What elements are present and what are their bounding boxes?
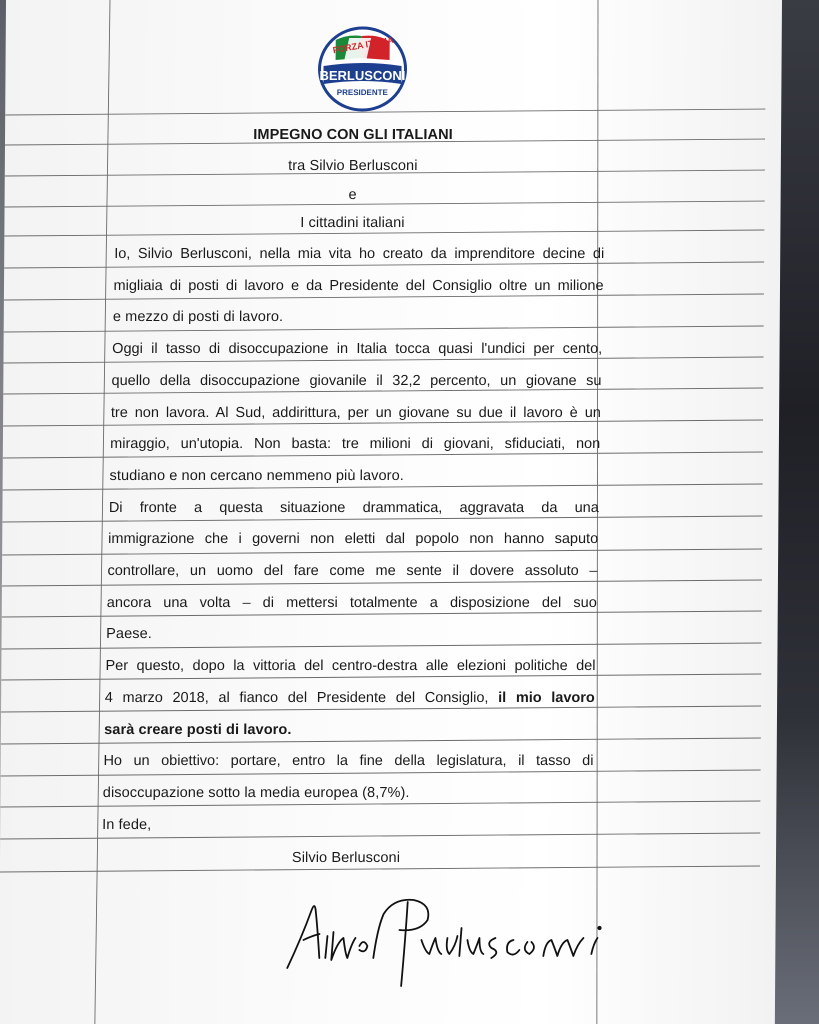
ruled-line [1, 738, 761, 744]
paragraph-line: Di fronte a questa situazione drammatica, aggravata da una [108, 499, 599, 516]
paragraph-line: e mezzo di posti di lavoro. [112, 309, 284, 326]
paragraph-bold-segment: sarà creare posti di lavoro. [104, 721, 292, 738]
ruled-line [0, 801, 760, 807]
logo-forza-text: FORZA ITALIA [332, 34, 395, 56]
paragraph-line: ancora una volta – di mettersi totalmente a disposizione del suo [106, 594, 597, 611]
paragraph-line: controllare, un uomo del fare come me sente il dovere assoluto – [107, 563, 598, 579]
ruled-line [2, 549, 762, 555]
ruled-line [0, 866, 760, 872]
paragraph-line: Oggi il tasso di disoccupazione in Italia tocca quasi l'undici per cento, [112, 341, 603, 358]
ruled-line [4, 326, 764, 332]
signature-icon [281, 888, 632, 988]
paragraph-line: Paese. [106, 626, 152, 643]
citizens-line: I cittadini italiani [300, 215, 405, 231]
paragraph-line: disoccupazione sotto la media europea (8,7%). [102, 784, 410, 801]
paragraph-line: quello della disoccupazione giovanile il 32,2 percento, un giovane su [111, 372, 602, 389]
document-title: IMPEGNO CON GLI ITALIANI [253, 127, 453, 143]
paragraph-line: Ho un obiettivo: portare, entro la fine della legislatura, il tasso di [103, 753, 594, 770]
logo-name-text: BERLUSCONI [319, 68, 406, 83]
paragraph-line: studiano e non cercano nemmeno più lavoro. [109, 467, 404, 484]
paragraph-line [105, 690, 595, 708]
and-line: e [348, 187, 357, 203]
paragraph-plain-segment: 4 marzo 2018, al fianco del Presidente del Consiglio, [104, 689, 499, 706]
paragraph-line: Io, Silvio Berlusconi, nella mia vita ho creato da imprenditore decine di [114, 246, 605, 262]
paragraph-line: In fede, [102, 816, 152, 833]
forza-italia-logo-icon [317, 26, 408, 112]
signoff-name: Silvio Berlusconi [291, 850, 401, 866]
paragraph-line: Per questo, dopo la vittoria del centro-destra alle elezioni politiche del [105, 658, 596, 675]
between-line: tra Silvio Berlusconi [288, 158, 418, 174]
paragraph-line: miraggio, un'utopia. Non basta: tre milioni di giovani, sfiduciati, non [110, 436, 601, 453]
ruled-line [0, 833, 760, 839]
left-margin-line [95, 0, 110, 1024]
paragraph-line: migliaia di posti di lavoro e da Presidente del Consiglio oltre un milione [113, 277, 604, 294]
ruled-line [1, 643, 761, 649]
ruled-line [3, 484, 763, 490]
logo-subtitle-text: PRESIDENTE [336, 88, 388, 97]
paragraph-line [104, 722, 291, 738]
paragraph-line: immigrazione che i governi non eletti dal popolo non hanno saputo [108, 531, 599, 548]
signature-text: Silvio Berlusconi [281, 888, 290, 889]
paragraph-bold-segment: il mio lavoro [498, 689, 595, 706]
paragraph-line: tre non lavora. Al Sud, addirittura, per un giovane su due il lavoro è un [110, 404, 601, 421]
